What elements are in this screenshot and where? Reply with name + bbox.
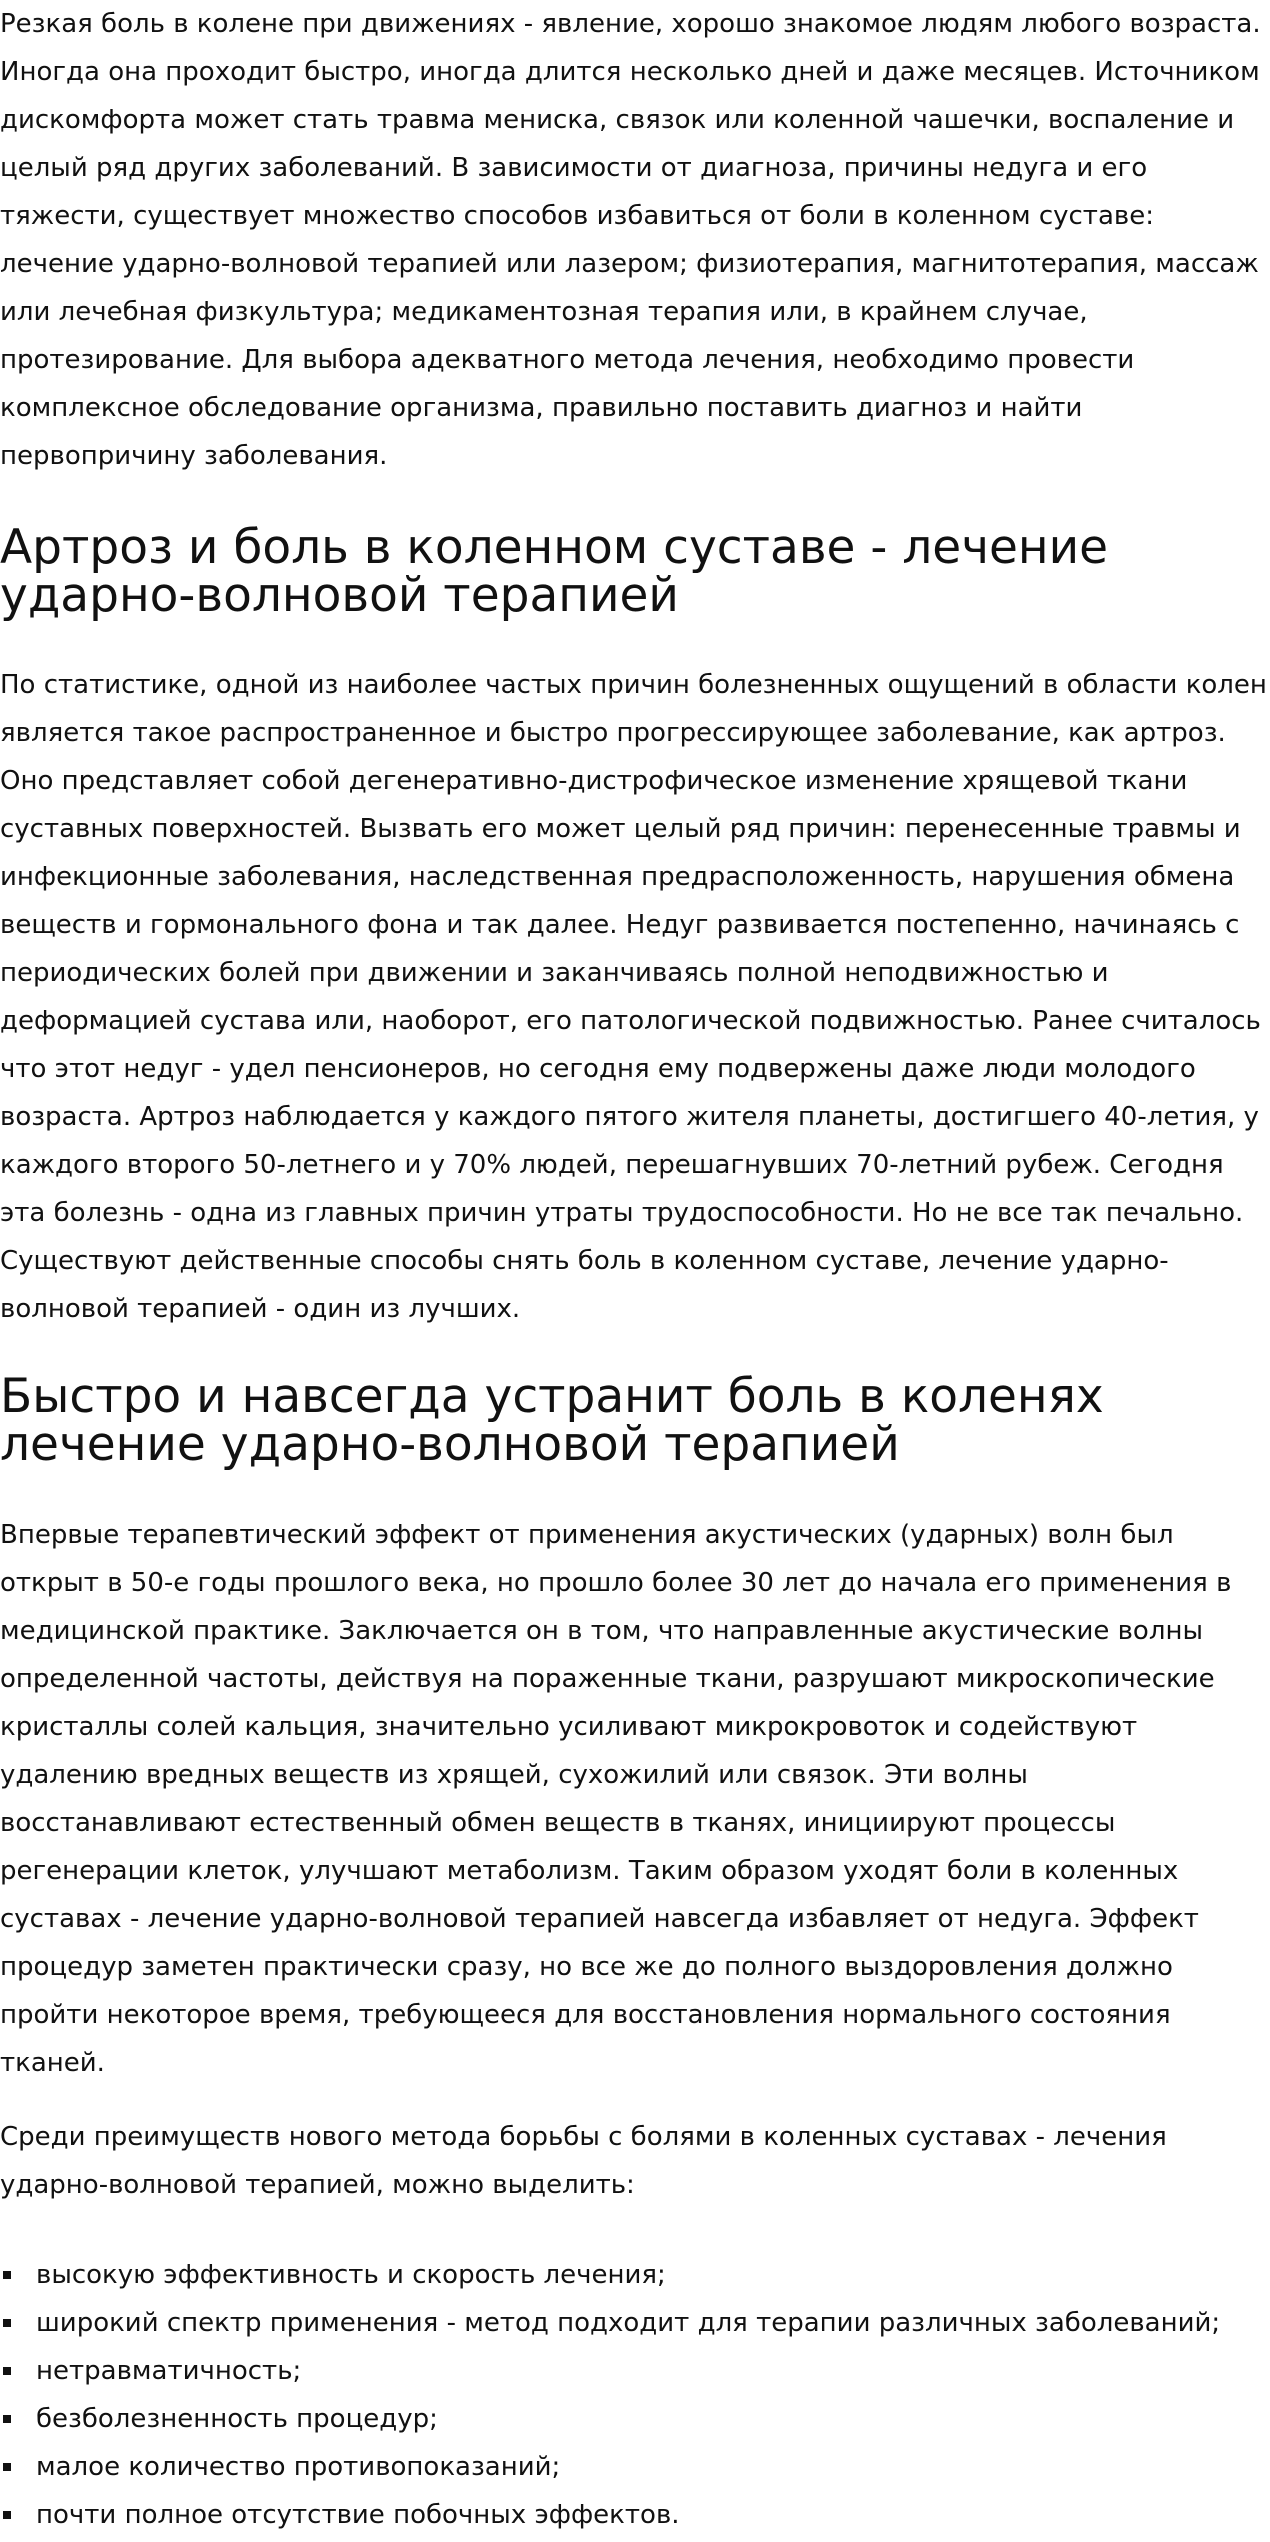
- text-line: или лечебная физкультура; медикаментозная терапия или, в крайнем случае,: [0, 297, 1088, 327]
- text-line: веществ и гормонального фона и так далее. Недуг развивается постепенно, начинаясь с: [0, 910, 1240, 940]
- square-bullet-icon: [3, 2367, 11, 2375]
- section2-heading: [0, 1369, 1270, 1472]
- list-item: [0, 2347, 1270, 2395]
- text-line: удалению вредных веществ из хрящей, сухожилий или связок. Эти волны: [0, 1760, 1028, 1790]
- text-line: Резкая боль в колене при движениях - явление, хорошо знакомое людям любого возраста.: [0, 9, 1261, 39]
- list-item-text: безболезненность процедур;: [36, 2404, 438, 2434]
- list-item: [0, 2251, 1270, 2299]
- text-line: тяжести, существует множество способов избавиться от боли в коленном суставе:: [0, 201, 1154, 231]
- square-bullet-icon: [3, 2463, 11, 2471]
- section1-paragraph: [0, 661, 1270, 1333]
- text-line: деформацией сустава или, наоборот, его патологической подвижностью. Ранее считалось: [0, 1006, 1261, 1036]
- text-line: Существуют действенные способы снять боль в коленном суставе, лечение ударно-: [0, 1246, 1169, 1276]
- text-line: процедур заметен практически сразу, но все же до полного выздоровления должно: [0, 1952, 1173, 1982]
- text-line: регенерации клеток, улучшают метаболизм. Таким образом уходят боли в коленных: [0, 1856, 1179, 1886]
- text-line: По статистике, одной из наиболее частых причин болезненных ощущений в области колен: [0, 670, 1267, 700]
- text-line: тканей.: [0, 2048, 105, 2078]
- intro-paragraph: [0, 0, 1270, 480]
- section2-paragraph-1: [0, 1511, 1270, 2087]
- text-line: ударно-волновой терапией, можно выделить:: [0, 2170, 635, 2200]
- text-line: что этот недуг - удел пенсионеров, но сегодня ему подвержены даже люди молодого: [0, 1054, 1196, 1084]
- list-item-text: широкий спектр применения - метод подходит для терапии различных заболеваний;: [36, 2308, 1221, 2338]
- section2-paragraph-2: [0, 2113, 1270, 2209]
- text-line: медицинской практике. Заключается он в том, что направленные акустические волны: [0, 1616, 1203, 1646]
- text-line: периодических болей при движении и заканчиваясь полной неподвижностью и: [0, 958, 1109, 988]
- text-line: лечение ударно-волновой терапией или лазером; физиотерапия, магнитотерапия, массаж: [0, 249, 1259, 279]
- text-line: эта болезнь - одна из главных причин утраты трудоспособности. Но не все так печально.: [0, 1198, 1244, 1228]
- heading-line: ударно-волновой терапией: [0, 568, 679, 623]
- heading-line: Быстро и навсегда устранит боль в коленях: [0, 1369, 1104, 1424]
- text-line: восстанавливают естественный обмен веществ в тканях, инициируют процессы: [0, 1808, 1116, 1838]
- text-line: кристаллы солей кальция, значительно усиливают микрокровоток и содействуют: [0, 1712, 1138, 1742]
- text-line: Впервые терапевтический эффект от применения акустических (ударных) волн был: [0, 1520, 1174, 1550]
- list-item-text: почти полное отсутствие побочных эффектов.: [36, 2500, 680, 2530]
- text-line: протезирование. Для выбора адекватного метода лечения, необходимо провести: [0, 345, 1135, 375]
- benefits-list: [0, 2251, 1270, 2539]
- text-line: каждого второго 50-летнего и у 70% людей, перешагнувших 70-летний рубеж. Сегодня: [0, 1150, 1224, 1180]
- heading-line: лечение ударно-волновой терапией: [0, 1417, 900, 1472]
- text-line: первопричину заболевания.: [0, 441, 388, 471]
- list-item: [0, 2491, 1270, 2539]
- text-line: Оно представляет собой дегенеративно-дистрофическое изменение хрящевой ткани: [0, 766, 1188, 796]
- text-line: комплексное обследование организма, правильно поставить диагноз и найти: [0, 393, 1083, 423]
- text-line: целый ряд других заболеваний. В зависимости от диагноза, причины недуга и его: [0, 153, 1148, 183]
- text-line: суставных поверхностей. Вызвать его может целый ряд причин: перенесенные травмы и: [0, 814, 1241, 844]
- text-line: дискомфорта может стать травма мениска, связок или коленной чашечки, воспаление и: [0, 105, 1235, 135]
- text-line: Среди преимуществ нового метода борьбы с болями в коленных суставах - лечения: [0, 2122, 1167, 2152]
- list-item-text: нетравматичность;: [36, 2356, 302, 2386]
- text-line: является такое распространенное и быстро прогрессирующее заболевание, как артроз.: [0, 718, 1226, 748]
- heading-line: Артроз и боль в коленном суставе - лечение: [0, 520, 1109, 575]
- square-bullet-icon: [3, 2271, 11, 2279]
- list-item-text: малое количество противопоказаний;: [36, 2452, 561, 2482]
- text-line: возраста. Артроз наблюдается у каждого пятого жителя планеты, достигшего 40-летия, у: [0, 1102, 1259, 1132]
- text-line: пройти некоторое время, требующееся для восстановления нормального состояния: [0, 2000, 1171, 2030]
- text-line: Иногда она проходит быстро, иногда длится несколько дней и даже месяцев. Источником: [0, 57, 1260, 87]
- text-line: определенной частоты, действуя на пораженные ткани, разрушают микроскопические: [0, 1664, 1215, 1694]
- text-line: волновой терапией - один из лучших.: [0, 1294, 521, 1324]
- text-line: суставах - лечение ударно-волновой терапией навсегда избавляет от недуга. Эффект: [0, 1904, 1199, 1934]
- text-line: открыт в 50-е годы прошлого века, но прошло более 30 лет до начала его применения в: [0, 1568, 1232, 1598]
- section1-heading: [0, 520, 1270, 623]
- square-bullet-icon: [3, 2511, 11, 2519]
- list-item: [0, 2299, 1270, 2347]
- square-bullet-icon: [3, 2319, 11, 2327]
- text-line: инфекционные заболевания, наследственная предрасположенность, нарушения обмена: [0, 862, 1235, 892]
- square-bullet-icon: [3, 2415, 11, 2423]
- list-item: [0, 2443, 1270, 2491]
- list-item: [0, 2395, 1270, 2443]
- list-item-text: высокую эффективность и скорость лечения;: [36, 2260, 666, 2290]
